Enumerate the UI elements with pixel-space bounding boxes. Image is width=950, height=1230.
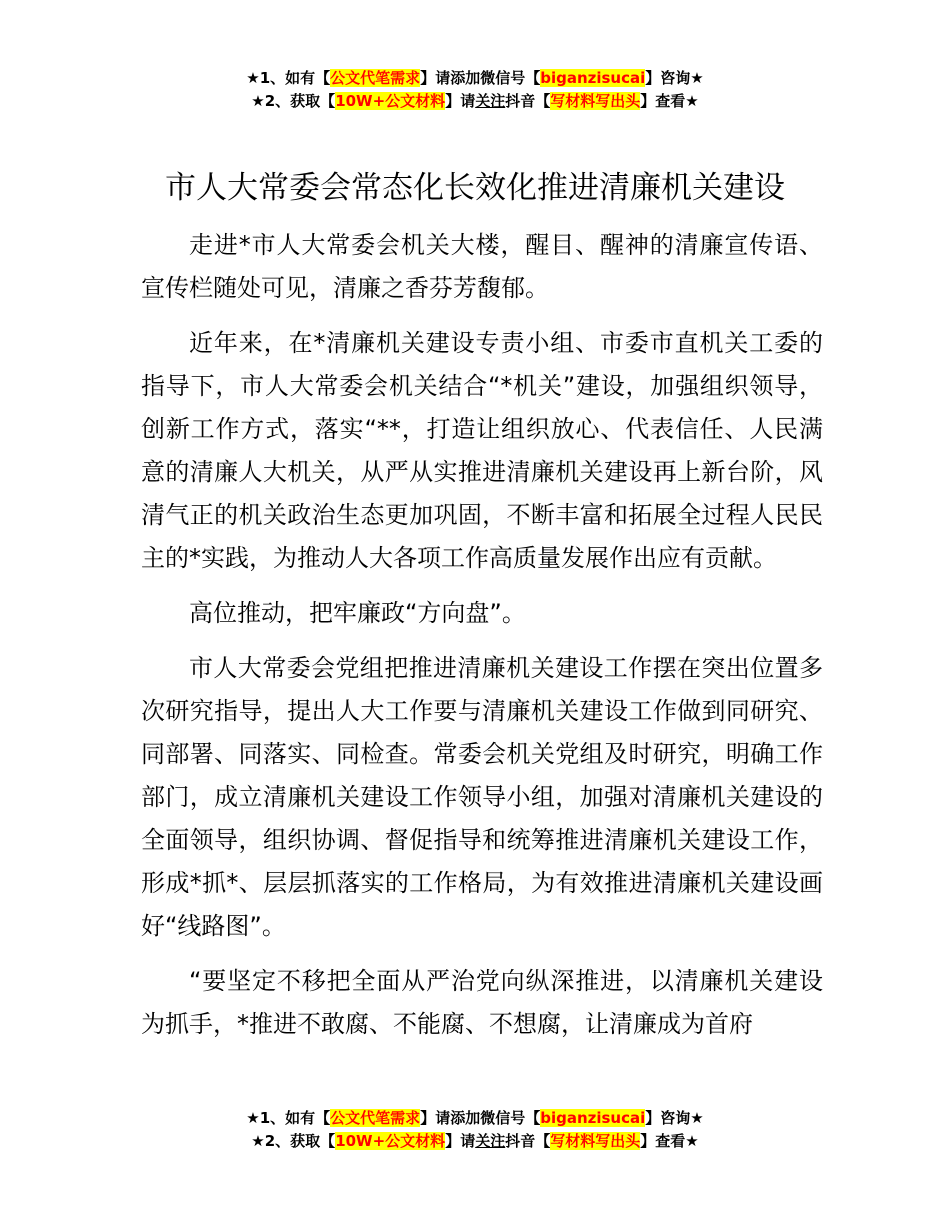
banner-underlined-text: 关注 xyxy=(475,92,506,110)
banner-text: 】请添加微信号【 xyxy=(420,69,541,87)
banner-text: ★1、如有【 xyxy=(246,1109,331,1127)
banner-text: 抖音【 xyxy=(505,92,551,110)
paragraph: “要坚定不移把全面从严治党向纵深推进，以清廉机关建设为抓手，*推进不敢腐、不能腐、不想腐，让清廉成为首府 xyxy=(141,967,823,1038)
section-heading: 高位推动，把牢廉政“方向盘”。 xyxy=(189,599,526,627)
banner-highlight: 公文代笔需求 xyxy=(330,1109,421,1127)
banner-text: ★1、如有【 xyxy=(246,69,331,87)
paragraph: 市人大常委会党组把推进清廉机关建设工作摆在突出位置多次研究指导，提出人大工作要与清廉机关建设工作做到同研究、同部署、同落实、同检查。常委会机关党组及时研究，明确工作部门，成立清廉机关建设工作领导小组，加强对清廉机关建设的全面领导，组织协调、督促指导和统筹推进清廉机关建设工作，形成*抓*、层层抓落实的工作格局，为有效推进清廉机关建设画好“线路图”。 xyxy=(141,654,823,940)
footer-banner xyxy=(0,1107,950,1153)
banner-highlight: 写材料写出头 xyxy=(550,1132,641,1150)
banner-line-1 xyxy=(0,1107,950,1130)
banner-highlight: 10W+公文材料 xyxy=(335,92,446,110)
document-title: 市人大常委会常态化长效化推进清廉机关建设 xyxy=(165,170,785,206)
banner-text: ★2、获取【 xyxy=(251,92,336,110)
banner-text: 】请 xyxy=(445,1132,476,1150)
banner-highlight: 公文代笔需求 xyxy=(330,69,421,87)
paragraph: 走进*市人大常委会机关大楼，醒目、醒神的清廉宣传语、宣传栏随处可见，清廉之香芬芳馥郁。 xyxy=(141,231,823,302)
header-banner xyxy=(0,67,950,113)
banner-highlight-wechat-id: biganzisucai xyxy=(540,1109,646,1127)
document-body xyxy=(141,224,823,1058)
banner-text: 抖音【 xyxy=(505,1132,551,1150)
banner-line-1 xyxy=(0,67,950,90)
banner-highlight: 写材料写出头 xyxy=(550,92,641,110)
banner-text: 】咨询★ xyxy=(645,1109,704,1127)
banner-text: ★2、获取【 xyxy=(251,1132,336,1150)
banner-highlight-wechat-id: biganzisucai xyxy=(540,69,646,87)
banner-highlight: 10W+公文材料 xyxy=(335,1132,446,1150)
paragraph: 近年来，在*清廉机关建设专责小组、市委市直机关工委的指导下，市人大常委会机关结合“*机关”建设，加强组织领导，创新工作方式，落实“**，打造让组织放心、代表信任、人民满意的清廉人大机关，从严从实推进清廉机关建设再上新台阶，风清气正的机关政治生态更加巩固，不断丰富和拓展全过程人民民主的*实践，为推动人大各项工作高质量发展作出应有贡献。 xyxy=(141,329,823,572)
banner-text: 】查看★ xyxy=(640,92,699,110)
banner-text: 】请添加微信号【 xyxy=(420,1109,541,1127)
banner-text: 】咨询★ xyxy=(645,69,704,87)
banner-text: 】查看★ xyxy=(640,1132,699,1150)
banner-line-2 xyxy=(0,90,950,113)
banner-text: 】请 xyxy=(445,92,476,110)
banner-underlined-text: 关注 xyxy=(475,1132,506,1150)
banner-line-2 xyxy=(0,1130,950,1153)
